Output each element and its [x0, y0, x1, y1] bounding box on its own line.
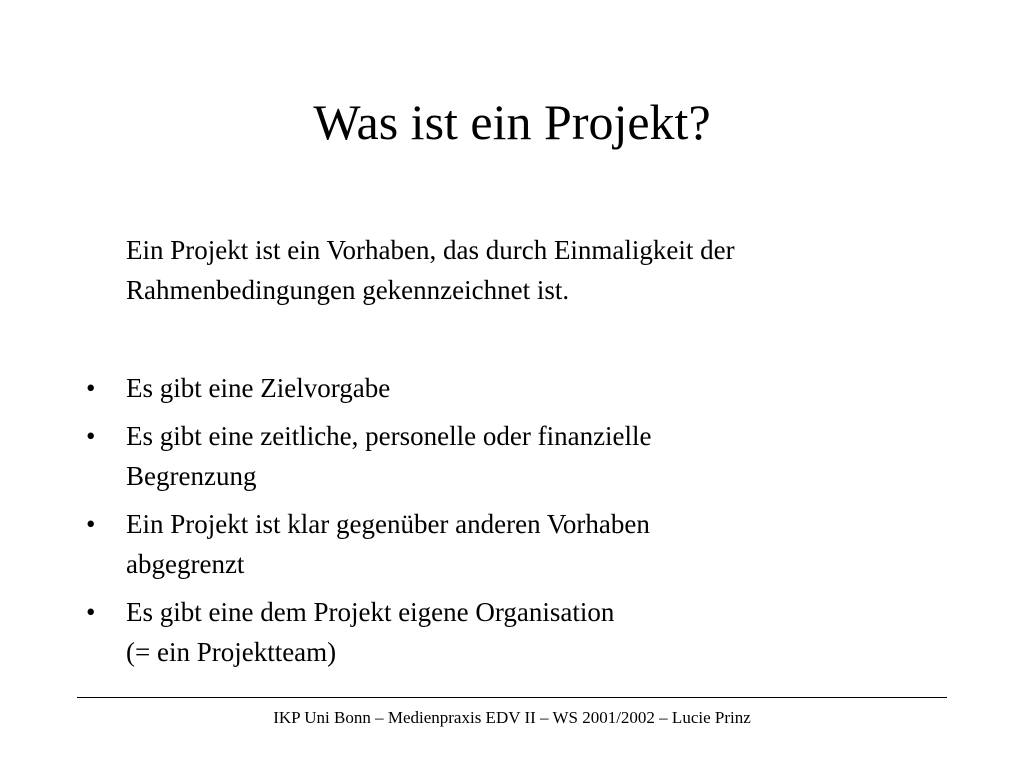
bullet-dot-icon: • [86, 421, 96, 451]
bullet-dot-icon: • [86, 509, 96, 539]
slide-footer: IKP Uni Bonn – Medienpraxis EDV II – WS 2001/2002 – Lucie Prinz [273, 708, 751, 727]
bullet-text-continued: (= ein Projektteam) [126, 637, 337, 667]
slide-title: Was ist ein Projekt? [313, 94, 711, 150]
definition-paragraph [126, 230, 926, 310]
bullet-item-delimitation [0, 504, 1024, 584]
bullet-text: Es gibt eine zeitliche, personelle oder finanzielle [126, 421, 652, 451]
bullet-text: Ein Projekt ist klar gegenüber anderen Vorhaben [126, 509, 650, 539]
bullet-text-continued: abgegrenzt [126, 549, 245, 579]
bullet-text: Es gibt eine dem Projekt eigene Organisation [126, 597, 615, 627]
bullet-dot-icon: • [86, 373, 96, 403]
definition-line-2: Rahmenbedingungen gekennzeichnet ist. [126, 275, 570, 305]
bullet-item-goal [0, 368, 1024, 408]
definition-line-1: Ein Projekt ist ein Vorhaben, das durch Einmaligkeit der [126, 235, 735, 265]
bullet-dot-icon: • [86, 597, 96, 627]
bullet-text-continued: Begrenzung [126, 461, 257, 491]
bullet-text: Es gibt eine Zielvorgabe [126, 373, 391, 403]
bullet-item-organisation [0, 592, 1024, 672]
bullet-list [0, 368, 1024, 680]
bullet-item-limits [0, 416, 1024, 496]
footer-divider [77, 697, 947, 698]
